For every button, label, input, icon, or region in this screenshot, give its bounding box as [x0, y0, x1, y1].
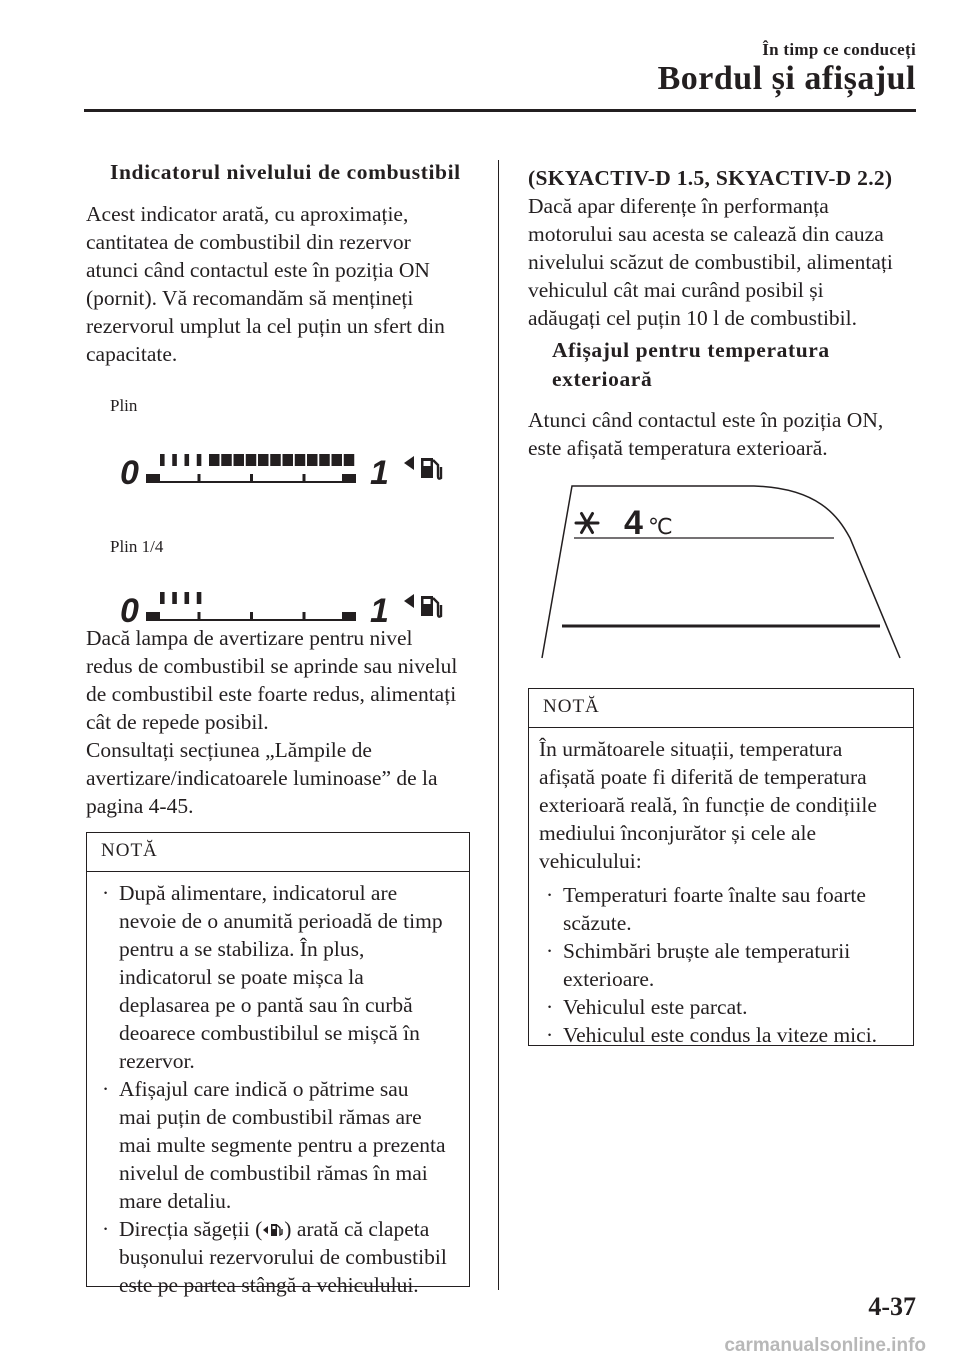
note-line: pentru a se stabiliza. În plus, — [119, 937, 365, 961]
fuel-door-arrow-icon — [262, 1221, 284, 1239]
bullet-dot: · — [102, 1077, 110, 1101]
para-line: Atunci când contactul este în poziția ON, — [528, 408, 884, 432]
note-line: Schimbări bruște ale temperaturii — [563, 939, 851, 963]
section-title: Bordul și afișajul — [657, 60, 916, 97]
gauge-tick — [250, 612, 253, 620]
note-line — [119, 1215, 463, 1243]
note-item — [541, 993, 909, 1021]
note-line: După alimentare, indicatorul are — [119, 881, 398, 905]
intro-line: Acest indicator arată, cu aproximație, — [86, 202, 409, 226]
gauge-start-marker — [146, 474, 160, 483]
gauge-segment — [283, 454, 294, 466]
para-line: motorului sau acesta se calează din cauza — [528, 222, 884, 246]
gauge-segment — [160, 592, 165, 604]
bullet-dot: · — [546, 1023, 554, 1047]
gauge-tick — [198, 474, 201, 482]
para-line: este afișată temperatura exterioară. — [528, 436, 828, 460]
outside-temp-para — [528, 406, 928, 462]
note-title: NOTĂ — [543, 696, 600, 717]
note-line: este pe partea stângă a vehiculului. — [119, 1273, 419, 1297]
note-line: mare detaliu. — [119, 1189, 232, 1213]
note-item — [97, 1215, 463, 1299]
heading-line: Afișajul pentru temperatura — [552, 338, 830, 362]
header-rule — [84, 109, 916, 112]
note-item — [97, 1075, 463, 1215]
gauge-segment — [185, 454, 190, 466]
note-item — [541, 937, 909, 993]
page-number: 4-37 — [868, 1292, 916, 1321]
gauge-tick — [250, 474, 253, 482]
note-title: NOTĂ — [101, 840, 158, 861]
display-outline — [542, 486, 900, 658]
fuel-note-box — [86, 832, 470, 1297]
note-list — [97, 879, 463, 1299]
para-line: adăugați cel puțin 10 l de combustibil. — [528, 306, 857, 330]
gauge-segment — [258, 454, 269, 466]
warning-line: cât de repede posibil. — [86, 710, 269, 734]
note-line: mediului înconjurător și cele ale — [539, 821, 817, 845]
warning-line: avertizare/indicatoarele luminoase” de la — [86, 766, 438, 790]
intro-line: capacitate. — [86, 342, 178, 366]
gauge-segment — [209, 454, 220, 466]
gauge-end-label: 1 — [370, 592, 389, 630]
note-line: exterioară reală, în funcție de condițiile — [539, 793, 877, 817]
note-line: exterioare. — [563, 967, 655, 991]
gauge-segment — [319, 454, 330, 466]
column-divider — [498, 160, 499, 1290]
warning-line: redus de combustibil se aprinde sau nivelul — [86, 654, 458, 678]
gauge-end-label: 1 — [370, 454, 389, 492]
gauge-tick — [198, 612, 201, 620]
gauge-segment — [332, 454, 343, 466]
note-line: rezervor. — [119, 1049, 195, 1073]
intro-line: (pornit). Vă recomandăm să mențineți — [86, 286, 414, 310]
note-line: nivelul de combustibil rămas în mai — [119, 1161, 428, 1185]
gauge-start-label: 0 — [120, 454, 139, 492]
gauge-end-marker — [342, 474, 356, 483]
bullet-dot: · — [546, 939, 554, 963]
intro-line: rezervorul umplut la cel puțin un sfert din — [86, 314, 445, 338]
bullet-dot: · — [102, 1217, 110, 1241]
note-line: nevoie de o anumită perioadă de timp — [119, 909, 443, 933]
note-text: Direcția săgeții ( — [119, 1217, 263, 1241]
note-line: Vehiculul este parcat. — [563, 995, 748, 1019]
note-line: indicatorul se poate mișca la — [119, 965, 364, 989]
note-line: deoarece combustibilul se mișcă în — [119, 1021, 420, 1045]
gauge-segment — [197, 454, 202, 466]
para-line: vehiculul cât mai curând posibil și — [528, 278, 824, 302]
note-line: mai multe segmente pentru a prezenta — [119, 1133, 446, 1157]
snowflake-icon — [576, 514, 598, 533]
low-fuel-diesel-para — [528, 192, 928, 332]
note-item — [97, 879, 463, 1075]
note-line: Afișajul care indică o pătrime sau — [119, 1077, 409, 1101]
note-text: ) arată că clapeta — [284, 1217, 430, 1241]
warning-line: pagina 4-45. — [86, 794, 194, 818]
note-line: vehiculului: — [539, 849, 642, 873]
note-line: scăzute. — [563, 911, 632, 935]
gauge-segment — [172, 454, 177, 466]
gauge-start-marker — [146, 612, 160, 621]
para-line: Dacă apar diferențe în performanța — [528, 194, 829, 218]
gauge-segment — [172, 592, 177, 604]
gauge-segment — [221, 454, 232, 466]
fuel-pump-icon — [404, 594, 441, 617]
outside-temp-heading — [552, 336, 830, 394]
fuel-pump-icon — [404, 456, 441, 479]
engine-type-title: (SKYACTIV-D 1.5, SKYACTIV-D 2.2) — [528, 166, 893, 190]
gauge-segment — [234, 454, 245, 466]
gauge-tick — [303, 474, 306, 482]
temp-note-box — [528, 688, 914, 1046]
gauge-tick — [303, 612, 306, 620]
temp-note-intro — [539, 735, 909, 875]
temp-unit: ℃ — [648, 514, 673, 539]
section-subtitle: În timp ce conduceți — [762, 40, 916, 59]
gauge-quarter-label: Plin 1/4 — [110, 537, 164, 556]
gauge-segment — [295, 454, 306, 466]
note-list — [541, 881, 909, 1049]
warning-line: Consultați secțiunea „Lămpile de — [86, 738, 372, 762]
watermark: carmanualsonline.info — [724, 1335, 926, 1356]
bullet-dot: · — [546, 883, 554, 907]
fuel-gauge-heading: Indicatorul nivelului de combustibil — [110, 160, 461, 184]
note-line: bușonului rezervorului de combustibil — [119, 1245, 447, 1269]
intro-line: atunci când contactul este în poziția ON — [86, 258, 430, 282]
gauge-end-marker — [342, 612, 356, 621]
gauge-segment — [270, 454, 281, 466]
gauge-full-label: Plin — [110, 396, 138, 415]
note-line: afișată poate fi diferită de temperatura — [539, 765, 867, 789]
temp-value: 4 — [624, 504, 643, 542]
gauge-segment — [307, 454, 318, 466]
gauge-segment — [185, 592, 190, 604]
gauge-start-label: 0 — [120, 592, 139, 630]
warning-line: de combustibil este foarte redus, alimentați — [86, 682, 457, 706]
intro-line: cantitatea de combustibil din rezervor — [86, 230, 411, 254]
gauge-segment — [344, 454, 355, 466]
gauge-segment — [246, 454, 257, 466]
note-item — [541, 1021, 909, 1049]
low-fuel-warning — [86, 624, 486, 820]
bullet-dot: · — [546, 995, 554, 1019]
note-item — [541, 881, 909, 937]
outside-temp-display — [538, 482, 908, 664]
note-header — [87, 833, 469, 872]
note-header — [529, 689, 913, 728]
bullet-dot: · — [102, 881, 110, 905]
note-line: În următoarele situații, temperatura — [539, 737, 843, 761]
fuel-gauge-full — [116, 440, 466, 494]
note-line: Temperaturi foarte înalte sau foarte — [563, 883, 866, 907]
gauge-segment — [197, 592, 202, 604]
heading-line: exterioară — [552, 367, 653, 391]
note-line: Vehiculul este condus la viteze mici. — [563, 1023, 878, 1047]
gauge-segment — [160, 454, 165, 466]
warning-line: Dacă lampa de avertizare pentru nivel — [86, 626, 413, 650]
para-line: nivelului scăzut de combustibil, alimentați — [528, 250, 893, 274]
note-line: mai puțin de combustibil rămas are — [119, 1105, 422, 1129]
fuel-gauge-intro — [86, 200, 486, 368]
note-line: deplasarea pe o pantă sau în curbă — [119, 993, 413, 1017]
